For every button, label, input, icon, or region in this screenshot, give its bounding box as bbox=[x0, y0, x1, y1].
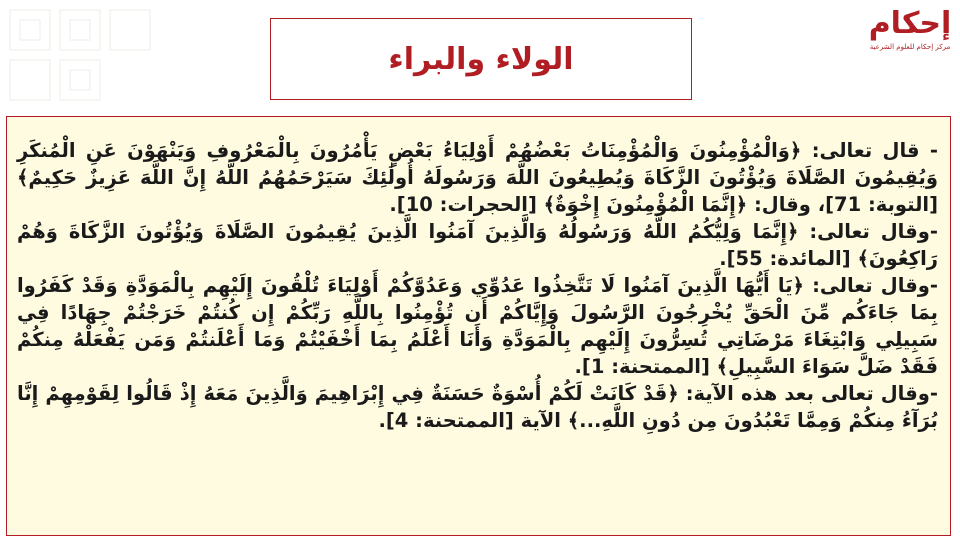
logo-mark: إحكام bbox=[868, 6, 952, 41]
brand-logo bbox=[866, 6, 954, 68]
paragraph-4: -وقال تعالى بعد هذه الآية: ﴿قَدْ كَانَتْ لَكُمْ أُسْوَةٌ حَسَنَةٌ فِي إِبْرَاهِيمَ وَالَّذِينَ مَعَهُ إِذْ قَالُوا لِقَوْمِهِمْ إِنَّا بُرَآءُ مِنكُمْ وَمِمَّا تَعْبُدُونَ مِن دُونِ اللَّهِ...﴾ الآية [الممتحنة: 4]. bbox=[17, 382, 938, 432]
decorative-pattern bbox=[0, 0, 230, 120]
paragraph-2: -وقال تعالى: ﴿إِنَّمَا وَلِيُّكُمُ اللَّهُ وَرَسُولُهُ وَالَّذِينَ آمَنُوا الَّذِينَ يُقِيمُونَ الصَّلَاةَ وَيُؤْتُونَ الزَّكَاةَ وَهُمْ رَاكِعُونَ﴾ [المائدة: 55]. bbox=[17, 220, 938, 270]
content-panel bbox=[6, 116, 951, 536]
page-title: الولاء والبراء bbox=[388, 41, 574, 77]
logo-subtitle: مركز إحكام للعلوم الشرعية bbox=[869, 43, 951, 51]
paragraph-3: -وقال تعالى: ﴿يَا أَيُّهَا الَّذِينَ آمَنُوا لَا تَتَّخِذُوا عَدُوِّي وَعَدُوَّكُمْ أَوْلِيَاءَ تُلْقُونَ إِلَيْهِم بِالْمَوَدَّةِ وَقَدْ كَفَرُوا بِمَا جَاءَكُم مِّنَ الْحَقِّ يُخْرِجُونَ الرَّسُولَ وَإِيَّاكُمْ أَن تُؤْمِنُوا بِاللَّهِ رَبِّكُمْ إِن كُنتُمْ خَرَجْتُمْ جِهَادًا فِي سَبِيلِي وَابْتِغَاءَ مَرْضَاتِي تُسِرُّونَ إِلَيْهِم بِالْمَوَدَّةِ وَأَنَا أَعْلَمُ بِمَا أَخْفَيْتُمْ وَمَا أَعْلَنتُمْ وَمَن يَفْعَلْهُ مِنكُمْ فَقَدْ ضَلَّ سَوَاءَ السَّبِيلِ﴾ [الممتحنة: 1]. bbox=[17, 274, 938, 378]
title-box bbox=[270, 18, 692, 100]
paragraph-1: - قال تعالى: ﴿وَالْمُؤْمِنُونَ وَالْمُؤْمِنَاتُ بَعْضُهُمْ أَوْلِيَاءُ بَعْضٍ يَأْمُرُونَ بِالْمَعْرُوفِ وَيَنْهَوْنَ عَنِ الْمُنكَرِ وَيُقِيمُونَ الصَّلَاةَ وَيُؤْتُونَ الزَّكَاةَ وَيُطِيعُونَ اللَّهَ وَرَسُولَهُ أُولَٰئِكَ سَيَرْحَمُهُمُ اللَّهُ إِنَّ اللَّهَ عَزِيزٌ حَكِيمٌ﴾ [التوبة: 71]، وقال: ﴿إِنَّمَا الْمُؤْمِنُونَ إِخْوَةٌ﴾ [الحجرات: 10]. bbox=[17, 139, 938, 216]
